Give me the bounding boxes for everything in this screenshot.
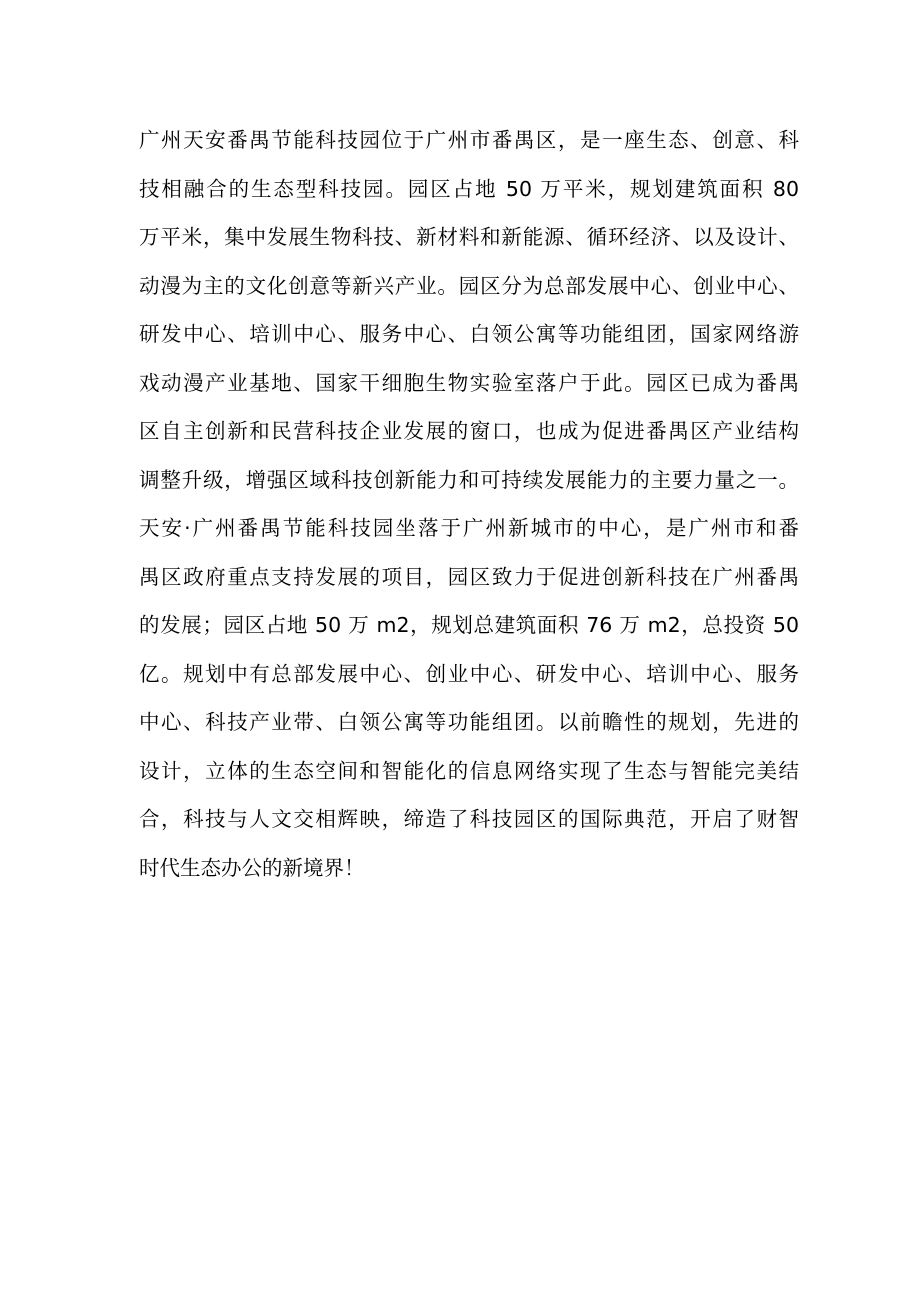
text-line: 合，科技与人文交相辉映，缔造了科技园区的国际典范，开启了财智	[139, 807, 799, 831]
paragraph-2	[139, 504, 799, 892]
text-line: 区自主创新和民营科技企业发展的窗口，也成为促进番禺区产业结构	[139, 419, 799, 443]
text-line: 戏动漫产业基地、国家干细胞生物实验室落户于此。园区已成为番禺	[139, 370, 799, 395]
paragraph-1	[139, 116, 799, 504]
text-line: 时代生态办公的新境界！	[139, 855, 365, 880]
text-line: 中心、科技产业带、白领公寓等功能组团。以前瞻性的规划，先进的	[139, 710, 799, 734]
text-line: 调整升级，增强区域科技创新能力和可持续发展能力的主要力量之一。	[139, 467, 799, 492]
text-line: 的发展；园区占地 50 万 m2，规划总建筑面积 76 万 m2，总投资 50	[139, 613, 799, 637]
text-line: 禺区政府重点支持发展的项目，园区致力于促进创新科技在广州番禺	[139, 564, 799, 589]
document-body	[139, 116, 799, 892]
text-line: 天安·广州番禺节能科技园坐落于广州新城市的中心，是广州市和番	[139, 516, 799, 540]
text-line: 技相融合的生态型科技园。园区占地 50 万平米，规划建筑面积 80	[139, 176, 799, 201]
text-line: 动漫为主的文化创意等新兴产业。园区分为总部发展中心、创业中心、	[139, 273, 799, 298]
text-line: 广州天安番禺节能科技园位于广州市番禺区，是一座生态、创意、科	[139, 128, 799, 152]
text-line: 设计，立体的生态空间和智能化的信息网络实现了生态与智能完美结	[139, 758, 799, 783]
text-line: 万平米，集中发展生物科技、新材料和新能源、循环经济、以及设计、	[139, 225, 799, 249]
text-line: 亿。规划中有总部发展中心、创业中心、研发中心、培训中心、服务	[139, 661, 799, 686]
text-line: 研发中心、培训中心、服务中心、白领公寓等功能组团，国家网络游	[139, 322, 799, 346]
